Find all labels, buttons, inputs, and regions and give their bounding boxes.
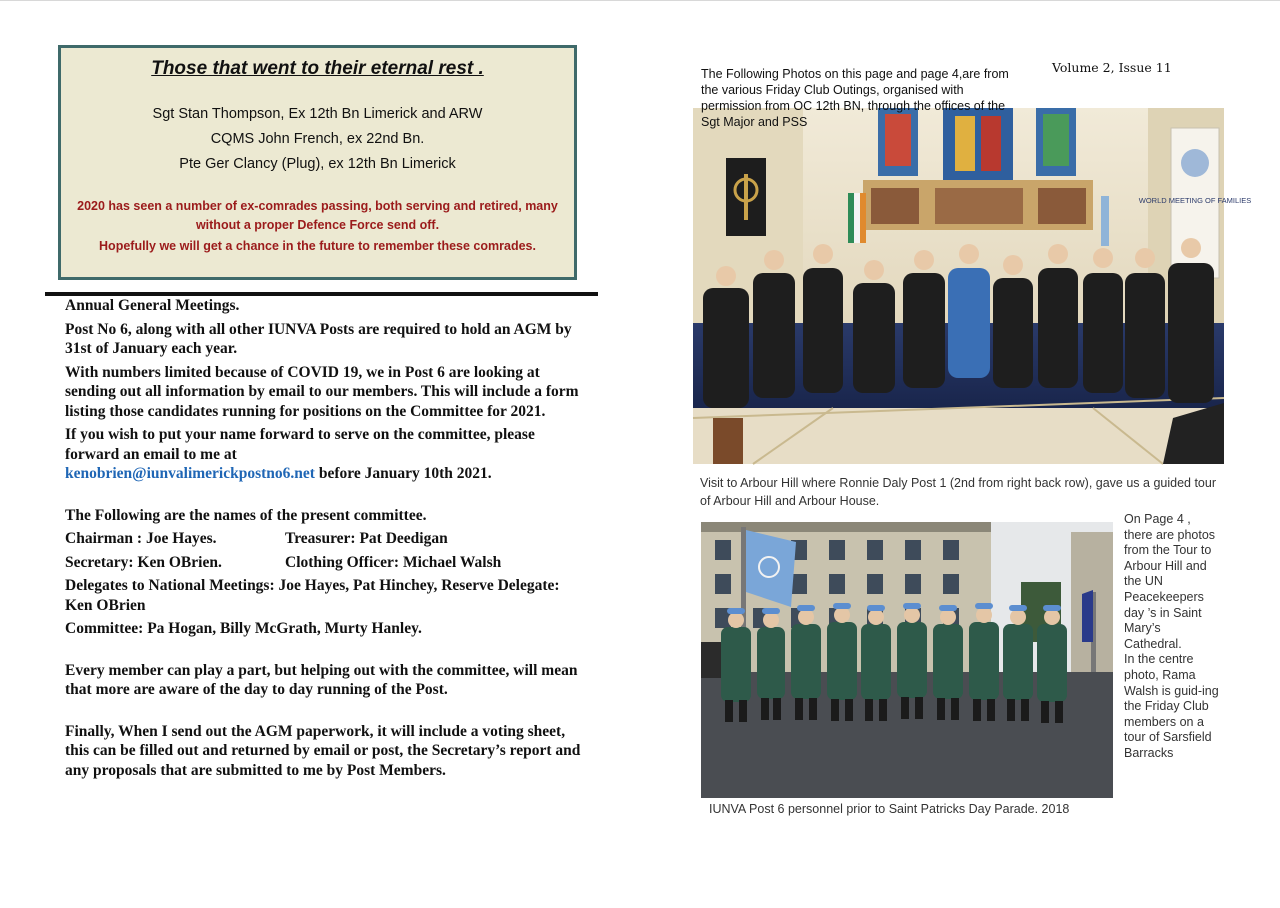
arbour-hill-illustration — [693, 108, 1252, 464]
email-link[interactable]: kenobrien@iunvalimerickpostno6.net — [65, 465, 315, 482]
committee-row — [65, 553, 590, 573]
memorial-names — [61, 102, 574, 177]
treasurer: Treasurer: Pat Deedigan — [285, 530, 448, 547]
memorial-note: 2020 has seen a number of ex-comrades passing, both serving and retired, many without a proper Defence Force send off. — [77, 199, 558, 232]
delegates: Delegates to National Meetings: Joe Hayes, Pat Hinchey, Reserve Delegate: Ken OBrien — [65, 577, 560, 614]
side-note — [1124, 512, 1219, 762]
agm-paragraph: Every member can play a part, but helping out with the committee, will mean that more are aware of the day to day running of the Post. — [65, 661, 578, 698]
agm-paragraph: Finally, When I send out the AGM paperwork, it will include a voting sheet, this can be filled out and returned by email or post, the Secretary’s report and any proposals that are submitted to me by Post Members. — [65, 722, 581, 779]
memorial-name: Pte Ger Clancy (Plug), ex 12th Bn Limerick — [179, 156, 456, 172]
banner-text: WORLD MEETING OF FAMILIES — [1138, 196, 1252, 205]
memorial-note-hope: Hopefully we will get a chance in the future to remember these comrades. — [99, 239, 536, 253]
agm-paragraph: With numbers limited because of COVID 19, we in Post 6 are looking at sending out all information by email to our members. This will include a form listing those candidates running for positions on the Committee for 2021. — [65, 363, 579, 420]
secretary: Secretary: Ken OBrien. — [65, 553, 222, 571]
barracks-illustration — [701, 522, 1113, 798]
memorial-name: CQMS John French, ex 22nd Bn. — [210, 131, 425, 147]
agm-heading: Annual General Meetings. — [65, 297, 240, 314]
photo-caption-barracks: IUNVA Post 6 personnel prior to Saint Patricks Day Parade. 2018 — [709, 802, 1070, 816]
volume-issue: Volume 2, Issue 11 — [1052, 60, 1172, 75]
photo-sarsfield-barracks — [701, 522, 1113, 798]
committee-row — [65, 529, 590, 549]
agm-paragraph: Post No 6, along with all other IUNVA Posts are required to hold an AGM by 31st of January each year. — [65, 320, 572, 357]
committee-heading: The Following are the names of the present committee. — [65, 506, 427, 524]
page-top-rule — [0, 0, 1280, 1]
agm-text: before January 10th 2021. — [314, 465, 492, 482]
side-note-page4: On Page 4 , there are photos from the Tour to Arbour Hill and the UN Peacekeepers day ’s in Saint Mary’s Cathedral. — [1124, 512, 1216, 651]
photos-intro: The Following Photos on this page and page 4,are from the various Friday Club Outings, organised with permission from OC 12th BN, through the offices of the Sgt Major and PSS — [701, 67, 1009, 129]
agm-paragraph-email — [65, 425, 590, 484]
agm-text: If you wish to put your name forward to serve on the committee, please forward an email to me at — [65, 426, 535, 463]
committee-members: Committee: Pa Hogan, Billy McGrath, Murty Hanley. — [65, 620, 422, 637]
photo-arbour-hill — [693, 108, 1252, 464]
memorial-name: Sgt Stan Thompson, Ex 12th Bn Limerick and ARW — [152, 106, 483, 122]
chairman: Chairman : Joe Hayes. — [65, 530, 217, 547]
agm-section — [65, 296, 590, 780]
memorial-box — [58, 45, 577, 280]
clothing-officer: Clothing Officer: Michael Walsh — [285, 553, 502, 571]
photo-caption-arbour-hill: Visit to Arbour Hill where Ronnie Daly Post 1 (2nd from right back row), gave us a guided tour of Arbour Hill and Arbour House. — [700, 476, 1216, 508]
memorial-title: Those that went to their eternal rest . — [151, 58, 484, 79]
side-note-centre-photo: In the centre photo, Rama Walsh is guid-ing the Friday Club members on a tour of Sarsfield Barracks — [1124, 652, 1219, 760]
